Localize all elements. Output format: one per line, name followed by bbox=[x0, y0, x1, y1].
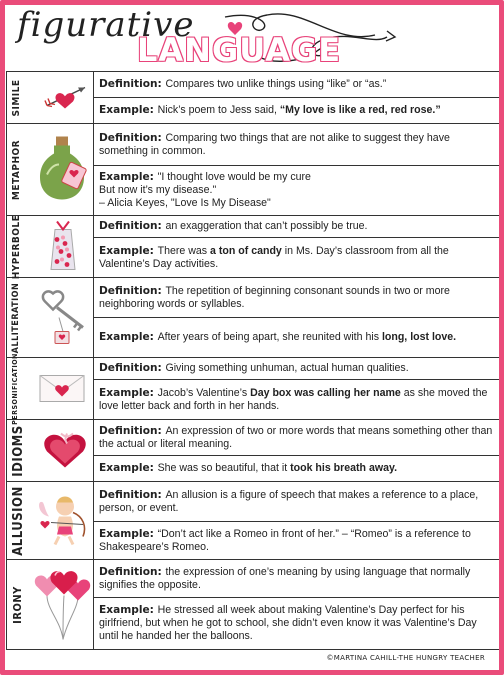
row-hyperbole-definition bbox=[7, 216, 500, 238]
metaphor-illustration-icon bbox=[39, 134, 89, 205]
example-label: Example: bbox=[99, 244, 158, 257]
term-label: IRONY bbox=[11, 585, 24, 624]
example-label: Example: bbox=[99, 386, 158, 399]
alliteration-illustration-icon bbox=[39, 287, 89, 348]
title-line1: figurative bbox=[17, 5, 195, 45]
term-cell-alliteration bbox=[7, 278, 94, 358]
definition-label: Definition: bbox=[99, 362, 166, 374]
example-cell bbox=[94, 98, 500, 124]
example-text: “Don’t act like a Romeo in front of her.” – “Romeo” is a reference to Shakespeare’s Romeo. bbox=[99, 527, 471, 553]
definition-text: The repetition of beginning consonant sounds in two or more neighboring words or syllables. bbox=[99, 284, 450, 310]
example-cell bbox=[94, 522, 500, 560]
row-simile-definition bbox=[7, 72, 500, 98]
emphasis: a ton of candy bbox=[210, 244, 282, 257]
example-cell bbox=[94, 166, 500, 216]
row-alliteration-definition bbox=[7, 278, 500, 318]
row-metaphor-definition bbox=[7, 124, 500, 166]
term-label: HYPERBOLE bbox=[11, 214, 22, 279]
definition-label: Definition: bbox=[99, 424, 166, 437]
term-cell-irony bbox=[7, 560, 94, 650]
term-cell-idioms bbox=[7, 420, 94, 482]
definition-cell bbox=[94, 124, 500, 166]
example-cell bbox=[94, 238, 500, 278]
example-label: Example: bbox=[99, 604, 158, 616]
definition-cell bbox=[94, 72, 500, 98]
term-label: ALLUSION bbox=[11, 485, 26, 556]
definition-cell bbox=[94, 216, 500, 238]
example-text: Jacob’s Valentine’s Day box was calling her name as she moved the love letter back and forth in her hands. bbox=[99, 386, 488, 412]
example-label: Example: bbox=[99, 462, 158, 474]
term-cell-simile bbox=[7, 72, 94, 124]
example-text: After years of being apart, she reunited with his long, lost love. bbox=[157, 331, 457, 343]
allusion-illustration-icon bbox=[37, 492, 89, 549]
example-label: Example: bbox=[99, 331, 158, 343]
example-label: Example: bbox=[99, 171, 158, 183]
definition-label: Definition: bbox=[99, 220, 166, 232]
definition-cell bbox=[94, 482, 500, 522]
idioms-illustration-icon bbox=[41, 429, 89, 472]
example-text: She was so beautiful, that it took his breath away. bbox=[157, 462, 398, 474]
irony-illustration-icon bbox=[33, 565, 91, 644]
emphasis: Day box was calling her name bbox=[250, 386, 401, 399]
personification-illustration-icon bbox=[37, 371, 87, 406]
credit: ©MARTINA CAHILL-THE HUNGRY TEACHER bbox=[326, 654, 485, 662]
example-text: Nick’s poem to Jess said, “My love is like a red, red rose.” bbox=[157, 104, 441, 116]
emphasis: “My love is like a red, red rose.” bbox=[279, 104, 441, 116]
definition-label: Definition: bbox=[99, 131, 166, 144]
example-cell bbox=[94, 380, 500, 420]
definition-label: Definition: bbox=[99, 284, 166, 297]
example-text: He stressed all week about making Valentine’s Day perfect for his girlfriend, but when he got to school, she didn’t even know it was Valentine’s Day until he handed her the balloons. bbox=[99, 604, 477, 642]
example-text: "I thought love would be my cure But now it’s my disease." – Alicia Keyes, "Love Is My Disease" bbox=[99, 171, 311, 209]
title-line2: LANGUAGE bbox=[137, 31, 342, 69]
definition-text: An expression of two or more words that means something other than the actual or literal meaning. bbox=[99, 424, 493, 450]
definition-label: Definition: bbox=[99, 565, 166, 578]
term-cell-personification bbox=[7, 352, 94, 425]
row-irony-definition bbox=[7, 560, 500, 598]
definition-label: Definition: bbox=[99, 488, 166, 501]
example-cell bbox=[94, 598, 500, 650]
simile-illustration-icon bbox=[41, 81, 91, 114]
definition-cell bbox=[94, 420, 500, 456]
term-label: IDIOMS bbox=[11, 424, 26, 477]
row-allusion-definition bbox=[7, 482, 500, 522]
example-text: There was a ton of candy in Ms. Day’s classroom from all the Valentine’s Day activities. bbox=[99, 244, 449, 270]
term-label: METAPHOR bbox=[11, 139, 22, 200]
example-label: Example: bbox=[99, 104, 158, 116]
row-idioms-definition bbox=[7, 420, 500, 456]
definition-text: An allusion is a figure of speech that makes a reference to a place, person, or event. bbox=[99, 488, 479, 514]
terms-table bbox=[6, 71, 500, 650]
term-label: SIMILE bbox=[11, 78, 22, 117]
term-cell-hyperbole bbox=[7, 216, 94, 278]
definition-text: an exaggeration that can’t possibly be true. bbox=[165, 220, 368, 232]
definition-text: Comparing two things that are not alike to suggest they have something in common. bbox=[99, 131, 450, 157]
row-personification-definition bbox=[7, 358, 500, 380]
emphasis: took his breath away. bbox=[290, 462, 398, 474]
definition-text: Giving something unhuman, actual human qualities. bbox=[165, 362, 409, 374]
term-cell-metaphor bbox=[7, 124, 94, 216]
example-label: Example: bbox=[99, 527, 158, 540]
emphasis: long, lost love. bbox=[381, 331, 457, 343]
term-label: ALLITERATION bbox=[11, 282, 21, 353]
definition-text: the expression of one’s meaning by using language that normally signifies the opposite. bbox=[99, 565, 471, 591]
definition-cell bbox=[94, 278, 500, 318]
header bbox=[5, 5, 499, 71]
term-cell-allusion bbox=[7, 482, 94, 560]
definition-label: Definition: bbox=[99, 78, 166, 90]
hyperbole-illustration-icon bbox=[47, 217, 79, 276]
definition-text: Compares two unlike things using “like” or “as.” bbox=[165, 78, 387, 90]
definition-cell bbox=[94, 560, 500, 598]
example-cell bbox=[94, 318, 500, 358]
term-label: PERSONIFICATION bbox=[11, 352, 19, 425]
example-cell bbox=[94, 456, 500, 482]
definition-cell bbox=[94, 358, 500, 380]
